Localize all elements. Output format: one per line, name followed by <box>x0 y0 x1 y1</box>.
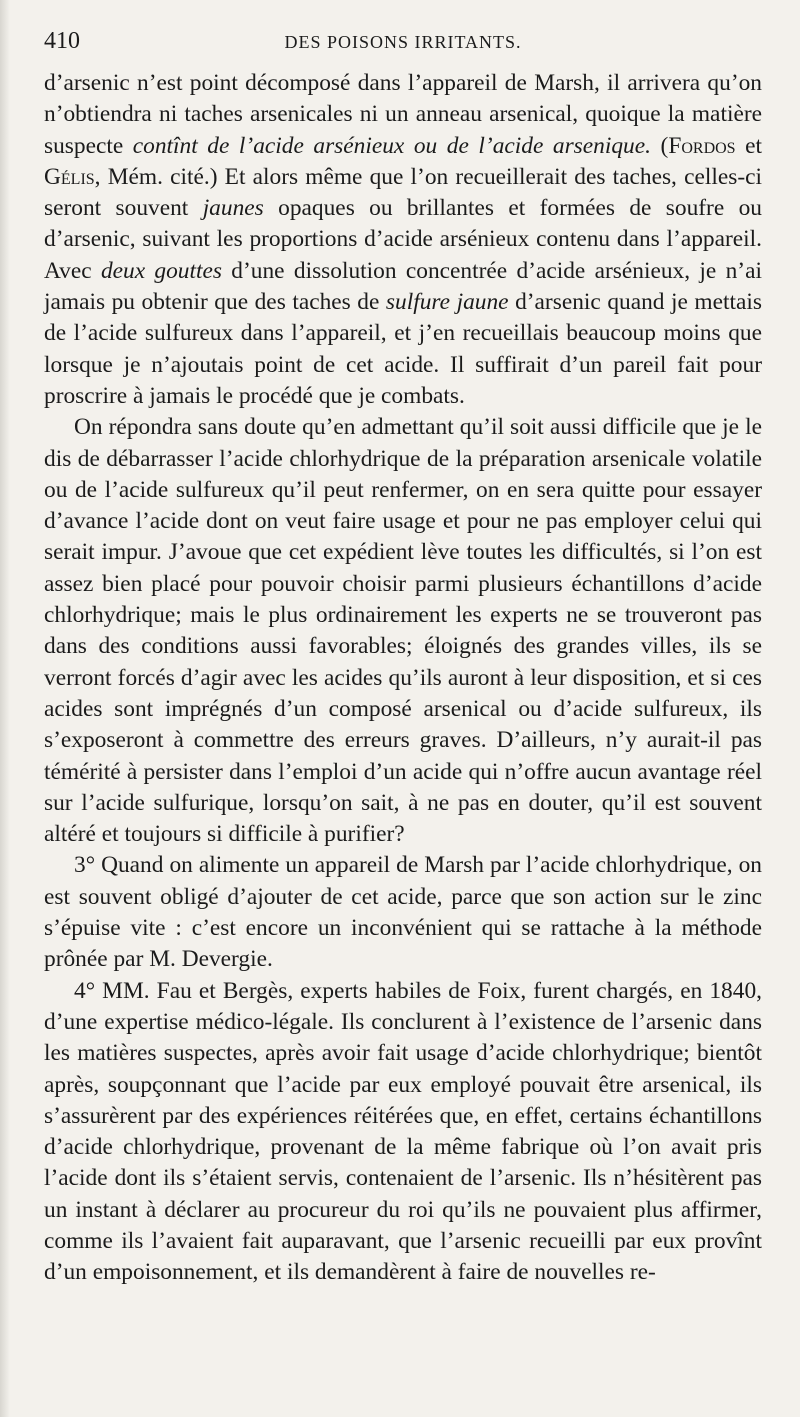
italic-text: jaunes <box>202 195 264 222</box>
text-run: 3° Quand on alimente un appareil de Marsh par l’acide chlorhydrique, on est souvent obligé d’ajouter de cet acide, parce que son action sur le zinc s’épuise vite : c’est encore un inconvénient qui se rattache à la méthode prônée par M. Devergie. <box>44 852 762 973</box>
paragraph <box>44 850 762 975</box>
text-run: d’arsenic quand je mettais de l’acide sulfureux dans l’appareil, et j’en recueillais beaucoup moins que lorsque je n’ajoutais point de cet acide. Il suffirait d’un pareil fait pour proscrire à jamais le procédé que je combats. <box>44 289 762 409</box>
italic-text: sulfure jaune <box>385 289 509 316</box>
paragraph <box>44 976 762 1289</box>
text-run: d’une dissolution concentrée d’acide arsénieux, je n’ai jamais pu obtenir que des taches de <box>44 257 762 316</box>
paragraph <box>44 412 762 850</box>
page-header <box>44 28 762 68</box>
text-run: , Mém. cité.) Et alors même que l’on recueillerait des taches, celles-ci seront souvent <box>44 163 762 222</box>
paragraph <box>44 68 762 412</box>
text-run: ( <box>650 132 669 159</box>
page-number: 410 <box>44 28 80 54</box>
scan-edge-shadow <box>0 0 10 1417</box>
text-run: et <box>735 132 762 159</box>
author-name: Fordos <box>668 132 736 159</box>
italic-text: deux gouttes <box>100 257 222 284</box>
text-run: d’arsenic n’est point décomposé dans l’appareil de Marsh, il arrivera qu’on n’obtiendra ni taches arsenicales ni un anneau arsenical, quoique la matière suspecte <box>44 70 762 159</box>
text-run: opaques ou brillantes et formées de soufre ou d’arsenic, suivant les proportions d’acide arsénieux contenu dans l’appareil. Avec <box>44 195 763 284</box>
text-run: On répondra sans doute qu’en admettant qu’il soit aussi difficile que je le dis de débarrasser l’acide chlorhydrique de la préparation arsenicale volatile ou de l’acide sulfureux qu’il peut renfermer, on en sera quitte pour essayer d’avance l’acide dont on veut faire usage et pour ne pas employer celui qui serait impur. J’avoue que cet expédient lève toutes les difficultés, si l’on est assez bien placé pour pouvoir choisir parmi plusieurs échantillons d’acide chlorhydrique; mais le plus ordinairement les experts ne se trouveront pas dans des conditions aussi favorables; éloignés des grandes villes, ils se verront forcés d’agir avec les acides qu’ils auront à leur disposition, et si ces acides sont imprégnés d’un composé arsenical ou d’acide sulfureux, ils s’exposeront à commettre des erreurs graves. D’ailleurs, n’y aurait-il pas témérité à persister dans l’emploi d’un acide qui n’offre aucun avantage réel sur l’acide sulfurique, lorsqu’on sait, à ne pas en douter, qu’il est souvent altéré et toujours si difficile à purifier? <box>44 414 762 848</box>
author-name: Gélis <box>44 163 95 190</box>
text-run: 4° MM. Fau et Bergès, experts habiles de Foix, furent chargés, en 1840, d’une expertise médico-légale. Ils conclurent à l’existence de l’arsenic dans les matières suspectes, après avoir fait usage d’acide chlorhydrique; bientôt après, soupçonnant que l’acide par eux employé pouvait être arsenical, ils s’assurèrent par des expériences réitérées que, en effet, certains échantillons d’acide chlorhydrique, provenant de la même fabrique où l’on avait pris l’acide dont ils s’étaient servis, contenaient de l’arsenic. Ils n’hésitèrent pas un instant à déclarer au procureur du roi qu’ils ne pouvaient plus affirmer, comme ils l’avaient fait auparavant, que l’arsenic recueilli par eux provînt d’un empoisonnement, et ils demandèrent à faire de nouvelles re- <box>44 977 762 1286</box>
italic-text: contînt de l’acide arsénieux ou de l’acide arsenique. <box>132 132 651 159</box>
body-text <box>44 68 762 1289</box>
running-title: DES POISONS IRRITANTS. <box>284 32 522 52</box>
